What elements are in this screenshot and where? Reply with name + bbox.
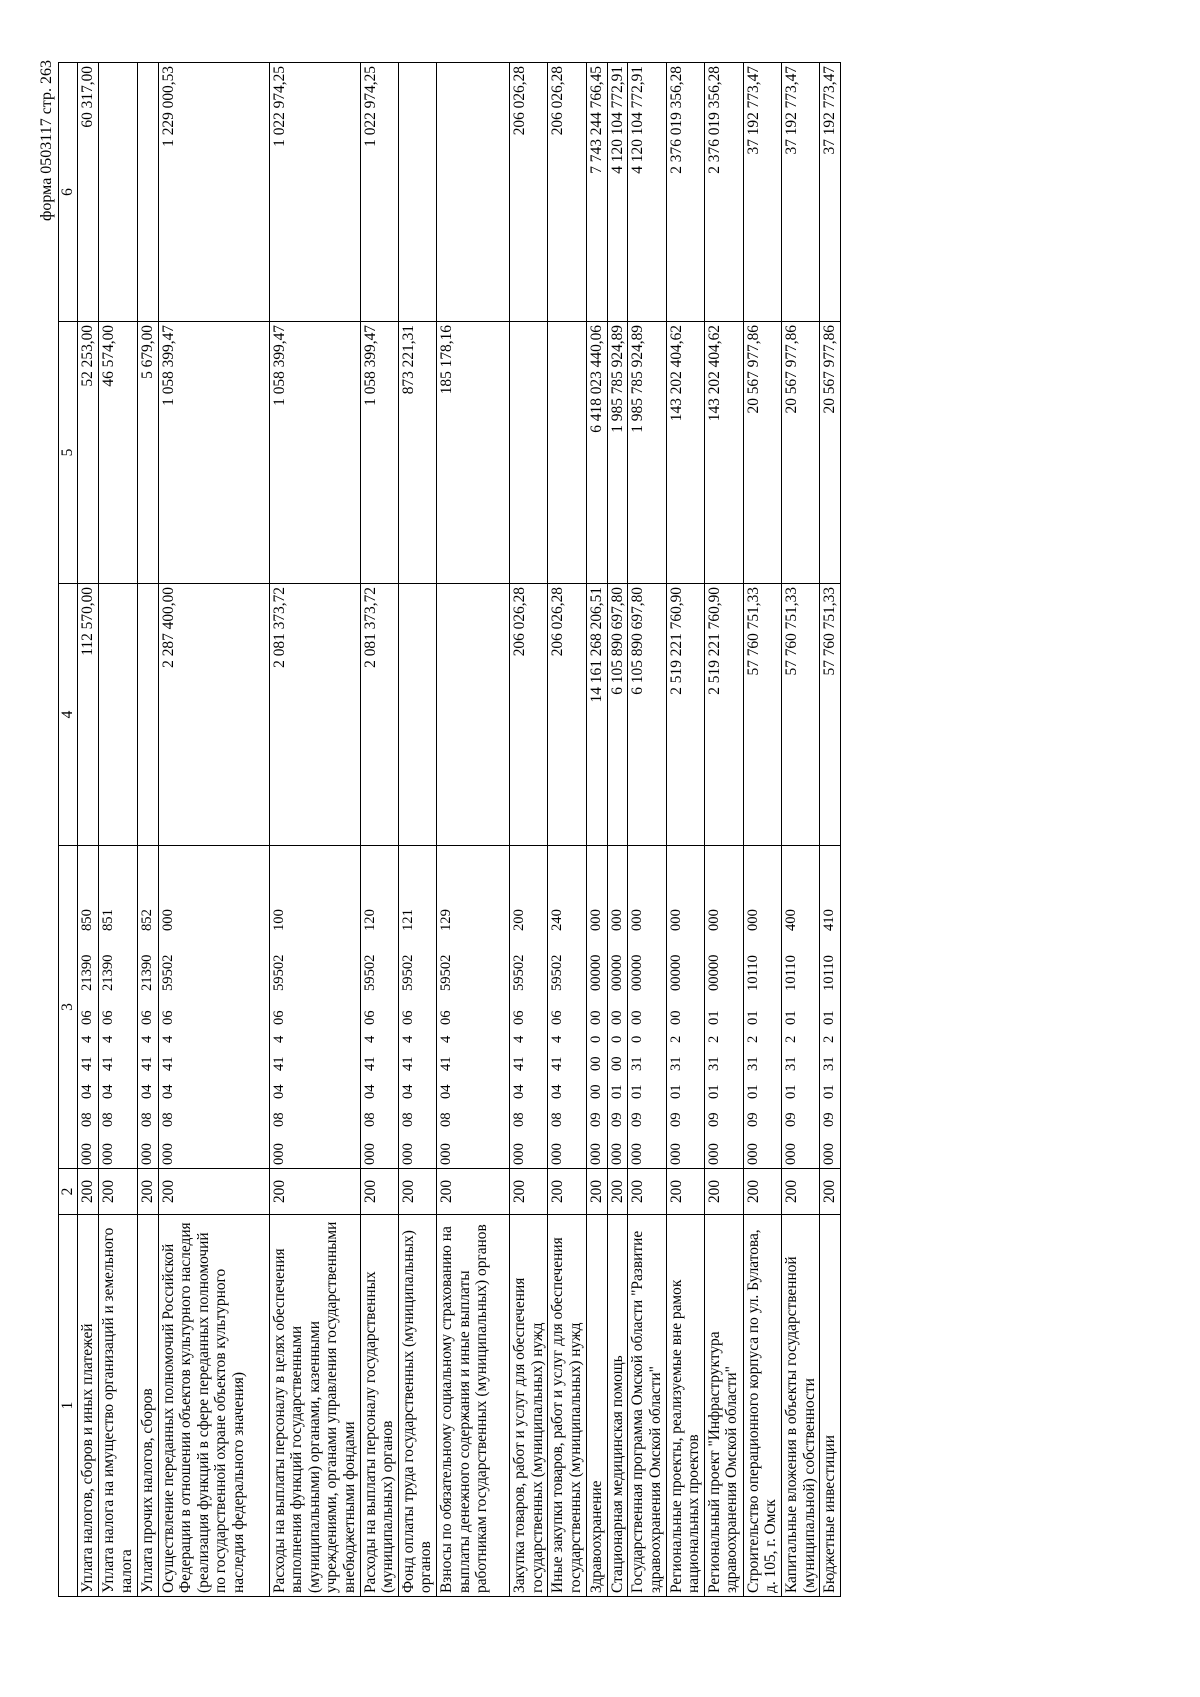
budget-code-segment: 41: [361, 1056, 378, 1071]
row-line-code-cell: 200: [269, 1169, 360, 1215]
row-unexecuted-cell: 206 026,28: [548, 63, 587, 322]
budget-code-segment: 121: [399, 909, 416, 931]
budget-code-segment: 000: [361, 1143, 378, 1165]
table-row: [138, 63, 159, 1597]
budget-code-segment: 000: [705, 909, 722, 931]
row-line-code-cell: 200: [360, 1169, 398, 1215]
budget-code-segment: 21390: [79, 954, 95, 991]
row-budget-code-cell: [781, 846, 819, 1169]
budget-code-segment: 0: [588, 1035, 605, 1043]
row-approved-cell: 2 081 373,72: [360, 584, 398, 846]
budget-code-segment: 04: [100, 1084, 116, 1099]
budget-code-segment: 59502: [549, 954, 566, 991]
row-unexecuted-cell: [138, 63, 159, 322]
budget-code-segment: 000: [159, 909, 176, 931]
budget-code-segment: 06: [549, 1010, 566, 1025]
row-unexecuted-cell: [436, 63, 509, 322]
row-budget-code-cell: [820, 846, 841, 1169]
budget-code-segment: 4: [399, 1035, 416, 1043]
row-approved-cell: 2 519 221 760,90: [704, 584, 743, 846]
budget-code-segment: 00: [588, 1056, 605, 1071]
budget-code-segment: 31: [782, 1056, 799, 1071]
form-number-label: форма 0503117 стр. 263: [38, 60, 55, 221]
budget-code-segment: 04: [399, 1084, 416, 1099]
budget-code-segment: 06: [79, 1010, 95, 1025]
row-approved-cell: 57 760 751,33: [781, 584, 819, 846]
budget-code-segment: 08: [399, 1112, 416, 1127]
budget-code-segment: 851: [100, 909, 116, 931]
budget-code-segment: 200: [510, 909, 527, 931]
budget-code-segment: 00000: [588, 954, 605, 991]
budget-code-segment: 04: [79, 1084, 95, 1099]
row-name-cell: Уплата налогов, сборов и иных платежей: [78, 1215, 99, 1597]
row-line-code-cell: 200: [628, 1169, 666, 1215]
budget-code-segment: 000: [549, 1143, 566, 1165]
budget-code-segment: 08: [437, 1112, 454, 1127]
row-line-code-cell: 200: [548, 1169, 587, 1215]
budget-code-segment: 00: [608, 1056, 625, 1071]
budget-code-segment: 000: [588, 1143, 605, 1165]
row-unexecuted-cell: 37 192 773,47: [820, 63, 841, 322]
table-row: [548, 63, 587, 1597]
budget-code-segment: 09: [588, 1112, 605, 1127]
budget-code-segment: 09: [667, 1112, 684, 1127]
budget-code-segment: 000: [79, 1143, 95, 1165]
budget-code-segment: 59502: [159, 954, 176, 991]
budget-code-segment: 000: [100, 1143, 116, 1165]
row-name-cell: Региональные проекты, реализуемые вне рамок национальных проектов: [666, 1215, 704, 1597]
budget-code-segment: 850: [79, 909, 95, 931]
row-line-code-cell: 200: [607, 1169, 628, 1215]
budget-code-segment: 41: [549, 1056, 566, 1071]
table-row: [666, 63, 704, 1597]
row-unexecuted-cell: 4 120 104 772,91: [607, 63, 628, 322]
row-unexecuted-cell: [99, 63, 138, 322]
budget-code-segment: 00000: [608, 954, 625, 991]
row-budget-code-cell: [78, 846, 99, 1169]
row-approved-cell: 2 519 221 760,90: [666, 584, 704, 846]
column-header: 1: [59, 1215, 78, 1597]
budget-code-segment: 41: [79, 1056, 95, 1071]
budget-code-segment: 01: [667, 1084, 684, 1099]
budget-code-segment: 2: [744, 1035, 761, 1043]
budget-code-segment: 000: [629, 1143, 646, 1165]
budget-code-segment: 000: [667, 909, 684, 931]
row-budget-code-cell: [743, 846, 781, 1169]
row-line-code-cell: 200: [398, 1169, 436, 1215]
budget-code-segment: 09: [629, 1112, 646, 1127]
row-line-code-cell: 200: [666, 1169, 704, 1215]
budget-code-segment: 4: [270, 1035, 287, 1043]
row-budget-code-cell: [587, 846, 608, 1169]
budget-code-segment: 08: [159, 1112, 176, 1127]
budget-code-segment: 000: [588, 909, 605, 931]
budget-code-segment: 000: [270, 1143, 287, 1165]
column-header: 4: [59, 584, 78, 846]
table-row: [587, 63, 608, 1597]
budget-code-segment: 31: [821, 1056, 838, 1071]
budget-code-segment: 04: [437, 1084, 454, 1099]
budget-code-segment: 4: [79, 1035, 95, 1043]
row-name-cell: Стационарная медицинская помощь: [607, 1215, 628, 1597]
budget-code-segment: 000: [608, 1143, 625, 1165]
row-budget-code-cell: [666, 846, 704, 1169]
budget-code-segment: 06: [361, 1010, 378, 1025]
budget-code-segment: 100: [270, 909, 287, 931]
row-executed-cell: 1 985 785 924,89: [628, 322, 666, 584]
row-approved-cell: 2 287 400,00: [158, 584, 269, 846]
row-line-code-cell: 200: [704, 1169, 743, 1215]
budget-code-segment: 06: [399, 1010, 416, 1025]
row-executed-cell: 20 567 977,86: [743, 322, 781, 584]
row-executed-cell: 1 058 399,47: [269, 322, 360, 584]
budget-code-segment: 4: [510, 1035, 527, 1043]
budget-code-segment: 08: [510, 1112, 527, 1127]
budget-code-segment: 000: [399, 1143, 416, 1165]
row-unexecuted-cell: 2 376 019 356,28: [666, 63, 704, 322]
budget-code-segment: 10110: [821, 955, 838, 991]
budget-code-segment: 00000: [667, 954, 684, 991]
row-executed-cell: 185 178,16: [436, 322, 509, 584]
row-approved-cell: 206 026,28: [548, 584, 587, 846]
budget-code-segment: 01: [608, 1084, 625, 1099]
row-approved-cell: 206 026,28: [509, 584, 547, 846]
budget-code-segment: 000: [821, 1143, 838, 1165]
budget-code-segment: 000: [437, 1143, 454, 1165]
budget-code-segment: 2: [821, 1035, 838, 1043]
row-line-code-cell: 200: [820, 1169, 841, 1215]
row-name-cell: Капитальные вложения в объекты государственной (муниципальной) собственности: [781, 1215, 819, 1597]
table-row: [158, 63, 269, 1597]
row-executed-cell: 20 567 977,86: [820, 322, 841, 584]
row-name-cell: Фонд оплаты труда государственных (муниципальных) органов: [398, 1215, 436, 1597]
table-row: [360, 63, 398, 1597]
budget-code-segment: 08: [361, 1112, 378, 1127]
budget-code-segment: 129: [437, 909, 454, 931]
row-budget-code-cell: [99, 846, 138, 1169]
budget-code-segment: 41: [100, 1056, 116, 1071]
budget-code-segment: 01: [629, 1084, 646, 1099]
budget-code-segment: 04: [549, 1084, 566, 1099]
budget-code-segment: 00: [667, 1010, 684, 1025]
row-approved-cell: [436, 584, 509, 846]
budget-code-segment: 00: [588, 1010, 605, 1025]
row-executed-cell: 1 985 785 924,89: [607, 322, 628, 584]
budget-code-segment: 4: [361, 1035, 378, 1043]
row-name-cell: Государственная программа Омской области "Развитие здравоохранения Омской области": [628, 1215, 666, 1597]
row-line-code-cell: 200: [158, 1169, 269, 1215]
budget-code-segment: 59502: [437, 954, 454, 991]
row-unexecuted-cell: 206 026,28: [509, 63, 547, 322]
row-approved-cell: 2 081 373,72: [269, 584, 360, 846]
budget-code-segment: 00: [608, 1010, 625, 1025]
budget-code-segment: 10110: [744, 955, 761, 991]
row-executed-cell: [548, 322, 587, 584]
budget-code-segment: 000: [629, 909, 646, 931]
row-line-code-cell: 200: [781, 1169, 819, 1215]
row-executed-cell: 20 567 977,86: [781, 322, 819, 584]
row-line-code-cell: 200: [587, 1169, 608, 1215]
budget-code-segment: 41: [510, 1056, 527, 1071]
budget-code-segment: 41: [437, 1056, 454, 1071]
budget-code-segment: 00: [629, 1010, 646, 1025]
row-line-code-cell: 200: [743, 1169, 781, 1215]
budget-code-segment: 4: [139, 1035, 155, 1043]
budget-code-segment: 000: [139, 1143, 155, 1165]
budget-code-segment: 400: [782, 909, 799, 931]
row-name-cell: Здравоохранение: [587, 1215, 608, 1597]
budget-code-segment: 31: [744, 1056, 761, 1071]
budget-code-segment: 08: [100, 1112, 116, 1127]
budget-code-segment: 09: [744, 1112, 761, 1127]
budget-code-segment: 09: [782, 1112, 799, 1127]
budget-code-segment: 240: [549, 909, 566, 931]
budget-code-segment: 00000: [705, 954, 722, 991]
row-unexecuted-cell: 2 376 019 356,28: [704, 63, 743, 322]
row-name-cell: Иные закупки товаров, работ и услуг для обеспечения государственных (муниципальных) нужд: [548, 1215, 587, 1597]
budget-code-segment: 08: [139, 1112, 155, 1127]
budget-code-segment: 000: [667, 1143, 684, 1165]
budget-code-segment: 06: [437, 1010, 454, 1025]
budget-code-segment: 01: [782, 1010, 799, 1025]
table-row: [704, 63, 743, 1597]
budget-code-segment: 09: [821, 1112, 838, 1127]
column-header: 6: [59, 63, 78, 322]
row-approved-cell: 57 760 751,33: [820, 584, 841, 846]
table-body: [78, 63, 841, 1597]
budget-code-segment: 59502: [399, 954, 416, 991]
budget-code-segment: 08: [549, 1112, 566, 1127]
row-unexecuted-cell: 7 743 244 766,45: [587, 63, 608, 322]
row-budget-code-cell: [398, 846, 436, 1169]
row-executed-cell: 6 418 023 440,06: [587, 322, 608, 584]
budget-code-segment: 4: [437, 1035, 454, 1043]
row-unexecuted-cell: 1 022 974,25: [269, 63, 360, 322]
row-unexecuted-cell: 37 192 773,47: [781, 63, 819, 322]
row-budget-code-cell: [138, 846, 159, 1169]
row-name-cell: Взносы по обязательному социальному страхованию на выплаты денежного содержания и иные выплаты работникам государственных (муниципальных) органов: [436, 1215, 509, 1597]
row-approved-cell: [138, 584, 159, 846]
budget-code-segment: 21390: [100, 954, 116, 991]
budget-code-segment: 59502: [361, 954, 378, 991]
row-approved-cell: 6 105 890 697,80: [628, 584, 666, 846]
row-name-cell: Закупка товаров, работ и услуг для обеспечения государственных (муниципальных) нужд: [509, 1215, 547, 1597]
row-unexecuted-cell: 1 229 000,53: [158, 63, 269, 322]
column-header: 5: [59, 322, 78, 584]
row-executed-cell: 5 679,00: [138, 322, 159, 584]
row-budget-code-cell: [360, 846, 398, 1169]
budget-code-segment: 01: [744, 1084, 761, 1099]
budget-code-segment: 04: [510, 1084, 527, 1099]
row-executed-cell: 52 253,00: [78, 322, 99, 584]
row-approved-cell: 112 570,00: [78, 584, 99, 846]
row-name-cell: Уплата прочих налогов, сборов: [138, 1215, 159, 1597]
row-name-cell: Строительство операционного корпуса по ул. Булатова, д. 105, г. Омск: [743, 1215, 781, 1597]
budget-code-segment: 06: [510, 1010, 527, 1025]
row-budget-code-cell: [628, 846, 666, 1169]
budget-code-segment: 2: [705, 1035, 722, 1043]
budget-code-segment: 000: [744, 1143, 761, 1165]
budget-code-segment: 4: [100, 1035, 116, 1043]
row-budget-code-cell: [436, 846, 509, 1169]
budget-code-segment: 04: [361, 1084, 378, 1099]
budget-code-segment: 41: [399, 1056, 416, 1071]
row-executed-cell: 1 058 399,47: [360, 322, 398, 584]
row-unexecuted-cell: 4 120 104 772,91: [628, 63, 666, 322]
budget-code-segment: 31: [667, 1056, 684, 1071]
budget-code-segment: 41: [270, 1056, 287, 1071]
table-row: [436, 63, 509, 1597]
table-row: [99, 63, 138, 1597]
budget-code-segment: 41: [159, 1056, 176, 1071]
budget-code-segment: 59502: [510, 954, 527, 991]
row-name-cell: Расходы на выплаты персоналу в целях обеспечения выполнения функций государственными (муниципальными) органами, казенными учреждениями, органами управления государственными внебюджетными фондами: [269, 1215, 360, 1597]
table-row: [820, 63, 841, 1597]
row-line-code-cell: 200: [436, 1169, 509, 1215]
budget-code-segment: 000: [782, 1143, 799, 1165]
row-approved-cell: 14 161 268 206,51: [587, 584, 608, 846]
budget-code-segment: 06: [139, 1010, 155, 1025]
budget-code-segment: 21390: [139, 954, 155, 991]
row-executed-cell: 143 202 404,62: [704, 322, 743, 584]
row-executed-cell: 873 221,31: [398, 322, 436, 584]
table-row: [509, 63, 547, 1597]
table-row: [269, 63, 360, 1597]
row-line-code-cell: 200: [78, 1169, 99, 1215]
row-approved-cell: 57 760 751,33: [743, 584, 781, 846]
table-row: [398, 63, 436, 1597]
budget-code-segment: 00000: [629, 954, 646, 991]
budget-code-segment: 120: [361, 909, 378, 931]
row-unexecuted-cell: 37 192 773,47: [743, 63, 781, 322]
row-line-code-cell: 200: [138, 1169, 159, 1215]
column-header: 2: [59, 1169, 78, 1215]
budget-code-segment: 59502: [270, 954, 287, 991]
budget-code-segment: 08: [270, 1112, 287, 1127]
row-executed-cell: [509, 322, 547, 584]
row-budget-code-cell: [509, 846, 547, 1169]
row-unexecuted-cell: 1 022 974,25: [360, 63, 398, 322]
row-approved-cell: [99, 584, 138, 846]
budget-code-segment: 000: [159, 1143, 176, 1165]
budget-code-segment: 09: [705, 1112, 722, 1127]
row-executed-cell: 143 202 404,62: [666, 322, 704, 584]
column-number-row: [59, 63, 78, 1597]
table-row: [781, 63, 819, 1597]
row-name-cell: Региональный проект "Инфраструктура здравоохранения Омской области": [704, 1215, 743, 1597]
budget-code-segment: 4: [549, 1035, 566, 1043]
budget-code-segment: 000: [510, 1143, 527, 1165]
budget-code-segment: 852: [139, 909, 155, 931]
table-row: [628, 63, 666, 1597]
row-approved-cell: [398, 584, 436, 846]
budget-code-segment: 000: [608, 909, 625, 931]
row-name-cell: Осуществление переданных полномочий Российской Федерации в отношении объектов культурного наследия (реализация функций в сфере переданных полномочий по государственной охране объектов культурного наследия федерального значения): [158, 1215, 269, 1597]
budget-code-segment: 000: [744, 909, 761, 931]
budget-code-segment: 01: [821, 1084, 838, 1099]
row-budget-code-cell: [548, 846, 587, 1169]
row-budget-code-cell: [704, 846, 743, 1169]
row-approved-cell: 6 105 890 697,80: [607, 584, 628, 846]
budget-code-segment: 2: [782, 1035, 799, 1043]
table-row: [743, 63, 781, 1597]
column-header: 3: [59, 846, 78, 1169]
row-budget-code-cell: [269, 846, 360, 1169]
row-line-code-cell: 200: [509, 1169, 547, 1215]
budget-code-segment: 41: [139, 1056, 155, 1071]
row-executed-cell: 1 058 399,47: [158, 322, 269, 584]
budget-execution-table: [58, 62, 841, 1597]
budget-code-segment: 31: [629, 1056, 646, 1071]
budget-code-segment: 01: [705, 1010, 722, 1025]
row-name-cell: Бюджетные инвестиции: [820, 1215, 841, 1597]
budget-code-segment: 00: [588, 1084, 605, 1099]
budget-code-segment: 0: [608, 1035, 625, 1043]
budget-code-segment: 2: [667, 1035, 684, 1043]
budget-code-segment: 04: [270, 1084, 287, 1099]
budget-code-segment: 09: [608, 1112, 625, 1127]
budget-code-segment: 01: [821, 1010, 838, 1025]
budget-code-segment: 06: [159, 1010, 176, 1025]
table-row: [78, 63, 99, 1597]
budget-code-segment: 410: [821, 909, 838, 931]
row-unexecuted-cell: 60 317,00: [78, 63, 99, 322]
budget-code-segment: 01: [705, 1084, 722, 1099]
row-name-cell: Уплата налога на имущество организаций и земельного налога: [99, 1215, 138, 1597]
row-name-cell: Расходы на выплаты персоналу государственных (муниципальных) органов: [360, 1215, 398, 1597]
budget-code-segment: 01: [744, 1010, 761, 1025]
table-row: [607, 63, 628, 1597]
budget-code-segment: 10110: [782, 955, 799, 991]
budget-code-segment: 04: [139, 1084, 155, 1099]
budget-code-segment: 06: [100, 1010, 116, 1025]
row-unexecuted-cell: [398, 63, 436, 322]
budget-code-segment: 31: [705, 1056, 722, 1071]
budget-code-segment: 06: [270, 1010, 287, 1025]
budget-code-segment: 0: [629, 1035, 646, 1043]
row-executed-cell: 46 574,00: [99, 322, 138, 584]
budget-code-segment: 000: [705, 1143, 722, 1165]
budget-code-segment: 08: [79, 1112, 95, 1127]
budget-code-segment: 04: [159, 1084, 176, 1099]
budget-code-segment: 01: [782, 1084, 799, 1099]
row-budget-code-cell: [607, 846, 628, 1169]
row-line-code-cell: 200: [99, 1169, 138, 1215]
budget-code-segment: 4: [159, 1035, 176, 1043]
row-budget-code-cell: [158, 846, 269, 1169]
